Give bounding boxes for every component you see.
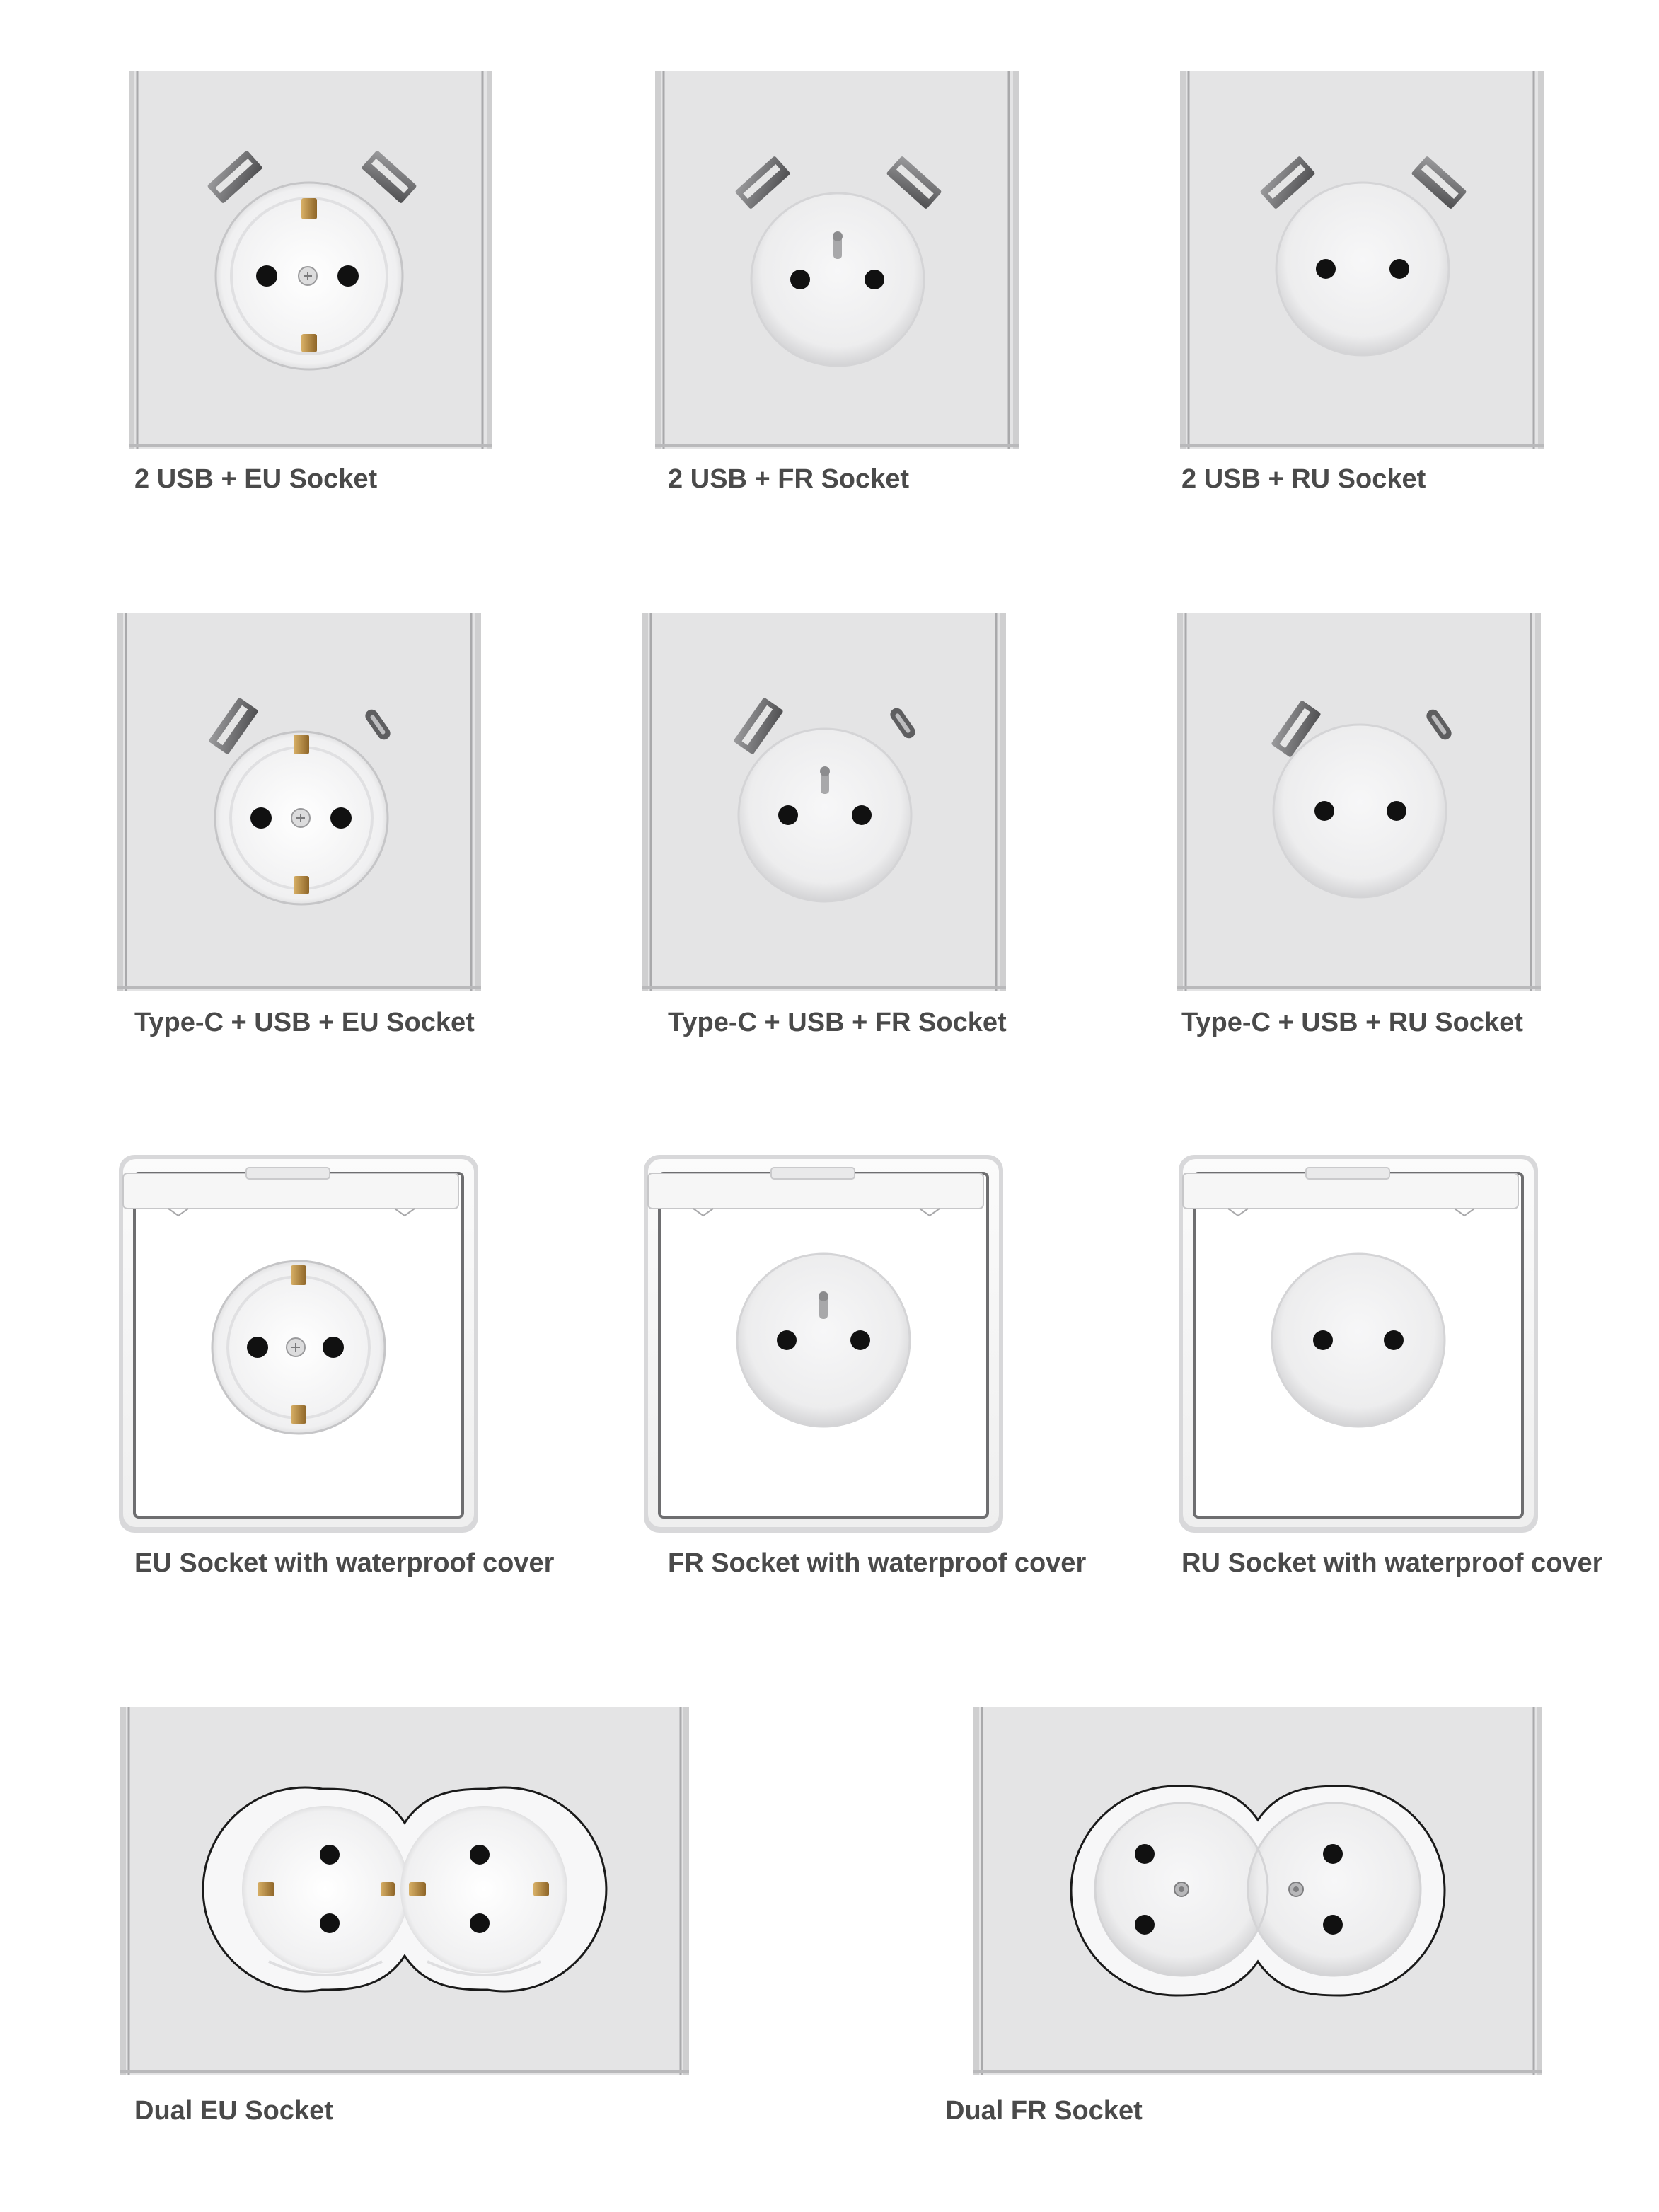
product-2usb-ru xyxy=(1180,71,1544,449)
caption-wp-fr: FR Socket with waterproof cover xyxy=(668,1548,1087,1578)
socket-image-2usb-eu xyxy=(129,71,492,449)
fr-socket-outlet xyxy=(751,193,924,366)
socket-image-2usb-fr xyxy=(655,71,1019,449)
product-2usb-fr xyxy=(655,71,1019,449)
caption-typec-fr: Type-C + USB + FR Socket xyxy=(668,1008,1007,1037)
socket-image-wp-fr xyxy=(644,1155,1003,1533)
product-dual-fr xyxy=(973,1707,1542,2075)
eu-socket-outlet xyxy=(216,183,403,369)
product-wp-ru xyxy=(1179,1155,1538,1533)
caption-wp-eu: EU Socket with waterproof cover xyxy=(134,1548,555,1578)
eu-socket-outlet xyxy=(215,732,388,904)
socket-image-wp-ru xyxy=(1179,1155,1538,1533)
product-wp-eu xyxy=(119,1155,478,1533)
caption-dual-fr: Dual FR Socket xyxy=(945,2096,1143,2126)
ru-socket-outlet xyxy=(1273,725,1446,897)
socket-image-typec-fr xyxy=(642,613,1006,991)
socket-image-wp-eu xyxy=(119,1155,478,1533)
socket-image-typec-ru xyxy=(1177,613,1541,991)
eu-socket-outlet xyxy=(212,1261,385,1434)
socket-image-dual-eu xyxy=(120,1707,689,2075)
caption-typec-ru: Type-C + USB + RU Socket xyxy=(1181,1008,1523,1037)
product-dual-eu xyxy=(120,1707,689,2075)
caption-2usb-fr: 2 USB + FR Socket xyxy=(668,464,910,494)
product-2usb-eu xyxy=(129,71,492,449)
ru-socket-outlet xyxy=(1276,183,1449,355)
socket-image-typec-eu xyxy=(117,613,481,991)
fr-socket-outlet xyxy=(737,1254,910,1427)
ru-socket-outlet xyxy=(1272,1254,1445,1427)
caption-wp-ru: RU Socket with waterproof cover xyxy=(1181,1548,1603,1578)
product-typec-ru xyxy=(1177,613,1541,991)
caption-2usb-eu: 2 USB + EU Socket xyxy=(134,464,378,494)
product-typec-fr xyxy=(642,613,1006,991)
caption-2usb-ru: 2 USB + RU Socket xyxy=(1181,464,1426,494)
fr-socket-outlet xyxy=(739,729,911,901)
product-typec-eu xyxy=(117,613,481,991)
socket-image-dual-fr xyxy=(973,1707,1542,2075)
caption-dual-eu: Dual EU Socket xyxy=(134,2096,333,2126)
product-wp-fr xyxy=(644,1155,1003,1533)
caption-typec-eu: Type-C + USB + EU Socket xyxy=(134,1008,475,1037)
socket-image-2usb-ru xyxy=(1180,71,1544,449)
